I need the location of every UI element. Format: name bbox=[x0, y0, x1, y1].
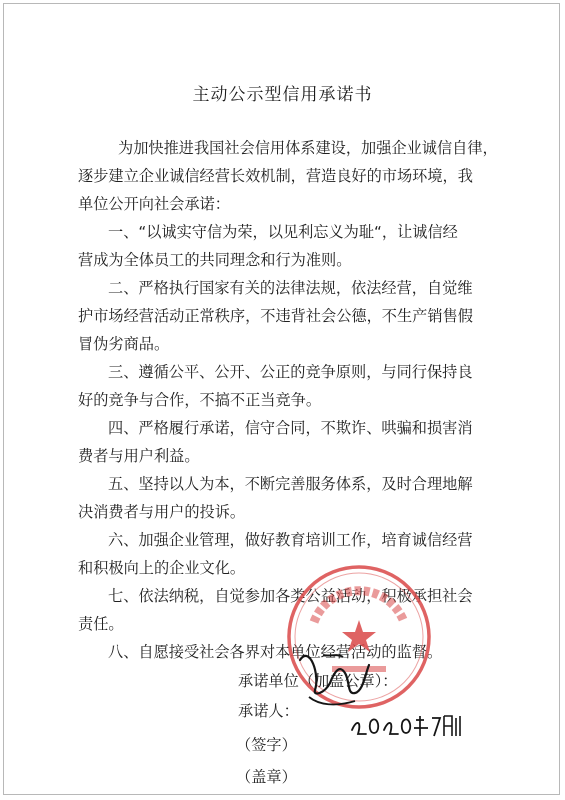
handwritten-date bbox=[348, 706, 468, 742]
pledge-item-7-line: 责任。 bbox=[78, 615, 124, 633]
document-title: 主动公示型信用承诺书 bbox=[192, 85, 373, 105]
promisor-label: 承诺人： bbox=[238, 702, 299, 720]
pledge-item-4-line: 四、严格履行承诺，信守合同，不欺诈、哄骗和损害消 bbox=[108, 419, 473, 437]
pledge-item-1-line: 一、“以诚实守信为荣，以见利忘义为耻“，让诚信经 bbox=[108, 223, 458, 241]
pledge-item-3-line: 好的竞争与合作，不搞不正当竞争。 bbox=[78, 391, 321, 409]
intro-line: 单位公开向社会承诺： bbox=[78, 195, 230, 213]
unit-seal-label: 承诺单位（加盖公章）： bbox=[238, 672, 398, 690]
handwritten-signature bbox=[295, 635, 375, 710]
pledge-item-2-line: 护市场经营活动正常秩序，不违背社会公德，不生产销售假 bbox=[78, 307, 473, 325]
pledge-item-6-line: 六、加强企业管理，做好教育培训工作，培育诚信经营 bbox=[108, 531, 473, 549]
pledge-item-2-line: 二、严格执行国家有关的法律法规，依法经营，自觉维 bbox=[108, 279, 473, 297]
pledge-item-7-line: 七、依法纳税，自觉参加各类公益活动，积极承担社会 bbox=[108, 587, 473, 605]
pledge-item-2-line: 冒伪劣商品。 bbox=[78, 335, 170, 353]
intro-line: 为加快推进我国社会信用体系建设，加强企业诚信自律， bbox=[118, 139, 498, 157]
pledge-item-5-line: 五、坚持以人为本，不断完善服务体系，及时合理地解 bbox=[108, 475, 473, 493]
pledge-item-6-line: 和积极向上的企业文化。 bbox=[78, 559, 246, 577]
pledge-item-3-line: 三、遵循公平、公开、公正的竞争原则，与同行保持良 bbox=[108, 363, 473, 381]
pledge-item-4-line: 费者与用户利益。 bbox=[78, 447, 200, 465]
pledge-item-8-line: 八、自愿接受社会各界对本单位经营活动的监督。 bbox=[108, 643, 443, 661]
seal-hint: （盖章） bbox=[236, 768, 297, 786]
intro-line: 逐步建立企业诚信经营长效机制，营造良好的市场环境，我 bbox=[78, 167, 473, 185]
pledge-item-1-line: 营成为全体员工的共同理念和行为准则。 bbox=[78, 251, 352, 269]
signature-hint: （签字） bbox=[236, 736, 297, 754]
pledge-item-5-line: 决消费者与用户的投诉。 bbox=[78, 503, 246, 521]
